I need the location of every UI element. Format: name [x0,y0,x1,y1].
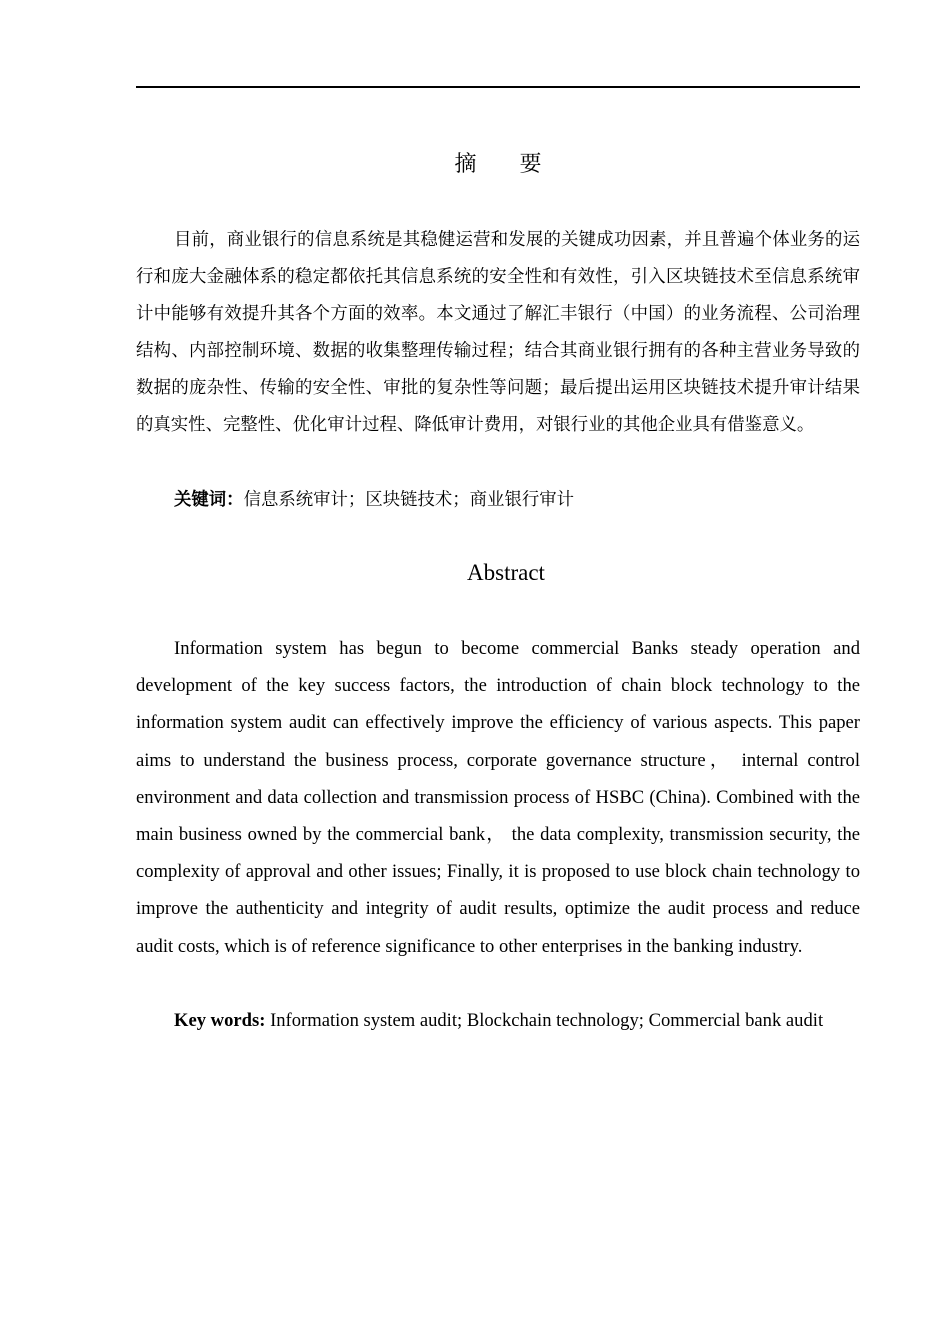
english-abstract-title: Abstract [467,560,545,585]
chinese-keywords-text: 信息系统审计；区块链技术；商业银行审计 [243,490,575,510]
chinese-keywords [136,482,860,519]
english-abstract-body: Information system has begun to become commercial Banks steady operation and development of the key success factors, the introduction of chain block technology to the information system audit can effectively improve the efficiency of various aspects. This paper aims to understand the business process, corporate governance structure， internal control environment and data collection and transmission process of HSBC (China). Combined with the main business owned by the commercial bank， the data complexity, transmission security, the complexity of approval and other issues; Finally, it is proposed to use block chain technology to improve the authenticity and integrity of audit results, optimize the audit process and reduce audit costs, which is of reference significance to other enterprises in the banking industry. [136,638,860,957]
header-rule [136,86,860,88]
chinese-keywords-label: 关键词： [174,490,244,510]
english-keywords [136,1002,860,1039]
english-keywords-label: Key words: [174,1010,266,1031]
chinese-abstract-body: 目前，商业银行的信息系统是其稳健运营和发展的关键成功因素，并且普遍个体业务的运行和庞大金融体系的稳定都依托其信息系统的安全性和有效性，引入区块链技术至信息系统审计中能够有效提升其各个方面的效率。本文通过了解汇丰银行（中国）的业务流程、公司治理结构、内部控制环境、数据的收集整理传输过程；结合其商业银行拥有的各种主营业务导致的数据的庞杂性、传输的安全性、审批的复杂性等问题；最后提出运用区块链技术提升审计结果的真实性、完整性、优化审计过程、降低审计费用，对银行业的其他企业具有借鉴意义。 [136,230,860,435]
chinese-abstract-title: 摘 要 [454,152,560,177]
english-keywords-text: Information system audit; Blockchain technology; Commercial bank audit [265,1010,824,1031]
